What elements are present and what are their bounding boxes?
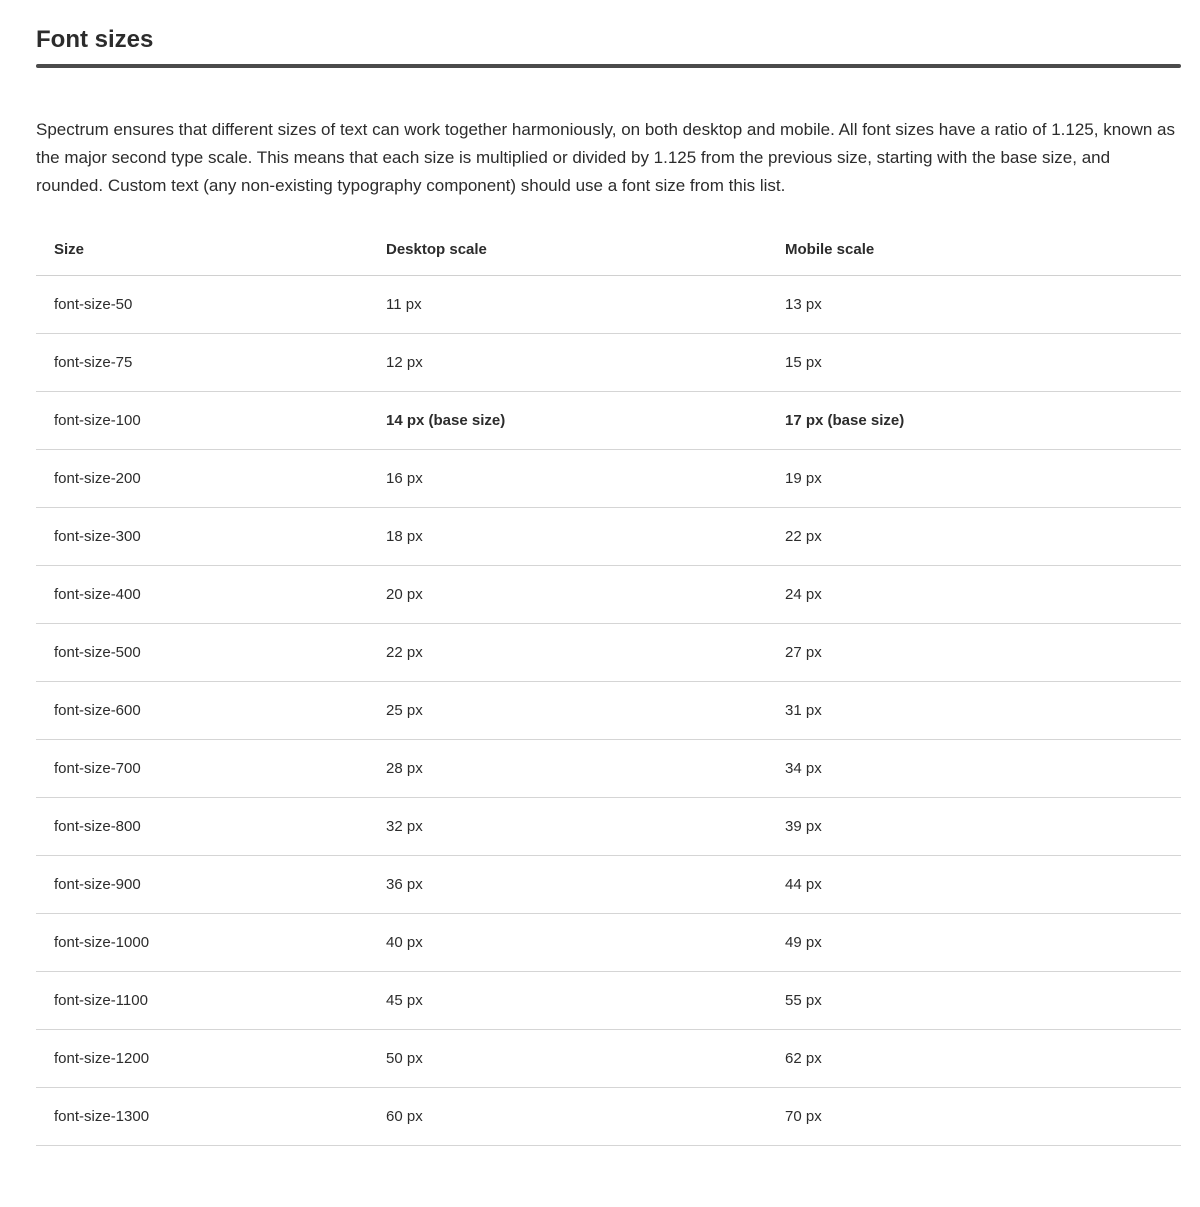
section-heading: Font sizes <box>36 26 154 53</box>
size-cell: font-size-400 <box>36 565 386 623</box>
desktop-cell: 60 px <box>386 1087 785 1145</box>
mobile-cell: 39 px <box>785 797 1181 855</box>
desktop-cell: 32 px <box>386 797 785 855</box>
mobile-cell-base: 17 px (base size) <box>785 391 1181 449</box>
mobile-cell: 31 px <box>785 681 1181 739</box>
mobile-cell: 70 px <box>785 1087 1181 1145</box>
desktop-cell: 45 px <box>386 971 785 1029</box>
mobile-cell: 13 px <box>785 275 1181 333</box>
table-row <box>36 1029 1181 1087</box>
column-header-size: Size <box>36 231 386 275</box>
size-cell: font-size-300 <box>36 507 386 565</box>
size-cell: font-size-1100 <box>36 971 386 1029</box>
font-size-table <box>36 231 1181 1146</box>
mobile-cell: 19 px <box>785 449 1181 507</box>
size-cell: font-size-800 <box>36 797 386 855</box>
mobile-cell: 55 px <box>785 971 1181 1029</box>
column-header-desktop: Desktop scale <box>386 231 785 275</box>
table-row <box>36 1087 1181 1145</box>
size-cell: font-size-500 <box>36 623 386 681</box>
table-row <box>36 623 1181 681</box>
desktop-cell: 20 px <box>386 565 785 623</box>
size-cell: font-size-900 <box>36 855 386 913</box>
heading-divider <box>36 64 1181 68</box>
table-row <box>36 971 1181 1029</box>
desktop-cell: 36 px <box>386 855 785 913</box>
desktop-cell: 18 px <box>386 507 785 565</box>
size-cell: font-size-1000 <box>36 913 386 971</box>
desktop-cell-base: 14 px (base size) <box>386 391 785 449</box>
desktop-cell: 16 px <box>386 449 785 507</box>
desktop-cell: 11 px <box>386 275 785 333</box>
mobile-cell: 24 px <box>785 565 1181 623</box>
column-header-mobile: Mobile scale <box>785 231 1181 275</box>
mobile-cell: 15 px <box>785 333 1181 391</box>
intro-paragraph: Spectrum ensures that different sizes of text can work together harmoniously, on both desktop and mobile. All font sizes have a ratio of 1.125, known as the major second type scale. This means that each size is multiplied or divided by 1.125 from the previous size, starting with the base size, and rounded. Custom text (any non-existing typography component) should use a font size from this list. <box>36 120 1176 195</box>
size-cell: font-size-50 <box>36 275 386 333</box>
size-cell: font-size-1300 <box>36 1087 386 1145</box>
table-row <box>36 739 1181 797</box>
mobile-cell: 22 px <box>785 507 1181 565</box>
mobile-cell: 49 px <box>785 913 1181 971</box>
table-row <box>36 913 1181 971</box>
size-cell: font-size-700 <box>36 739 386 797</box>
desktop-cell: 40 px <box>386 913 785 971</box>
table-row <box>36 565 1181 623</box>
table-row <box>36 275 1181 333</box>
table-row <box>36 449 1181 507</box>
table-row-base <box>36 391 1181 449</box>
desktop-cell: 12 px <box>386 333 785 391</box>
size-cell: font-size-200 <box>36 449 386 507</box>
table-header-row <box>36 231 1181 275</box>
table-row <box>36 507 1181 565</box>
table-row <box>36 797 1181 855</box>
size-cell: font-size-1200 <box>36 1029 386 1087</box>
font-sizes-section <box>36 0 1181 1146</box>
size-cell: font-size-100 <box>36 391 386 449</box>
desktop-cell: 50 px <box>386 1029 785 1087</box>
desktop-cell: 22 px <box>386 623 785 681</box>
size-cell: font-size-75 <box>36 333 386 391</box>
mobile-cell: 44 px <box>785 855 1181 913</box>
desktop-cell: 28 px <box>386 739 785 797</box>
mobile-cell: 27 px <box>785 623 1181 681</box>
mobile-cell: 62 px <box>785 1029 1181 1087</box>
mobile-cell: 34 px <box>785 739 1181 797</box>
desktop-cell: 25 px <box>386 681 785 739</box>
table-row <box>36 855 1181 913</box>
table-row <box>36 681 1181 739</box>
table-row <box>36 333 1181 391</box>
size-cell: font-size-600 <box>36 681 386 739</box>
